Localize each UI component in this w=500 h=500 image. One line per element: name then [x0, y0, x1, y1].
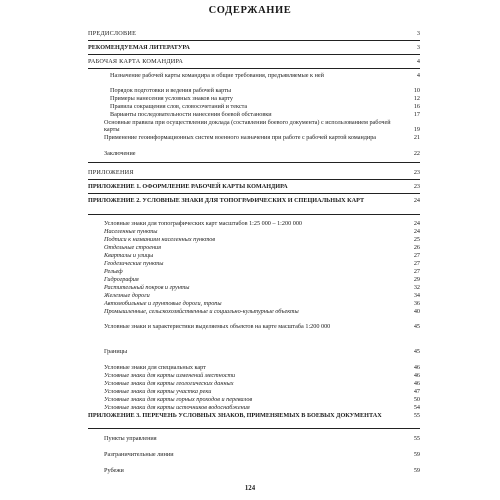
toc-entry-title: ПРИЛОЖЕНИЯ — [88, 169, 134, 176]
toc-entry-title: ПРИЛОЖЕНИЕ 1. ОФОРМЛЕНИЕ РАБОЧЕЙ КАРТЫ КОМАНДИРА — [88, 183, 288, 190]
toc-entry-page: 47 — [409, 388, 420, 395]
toc-entry-title: Варианты последовательности нанесения боевой обстановки — [110, 111, 272, 118]
toc-entry-title: Условные знаки для карты участка реки — [104, 388, 212, 395]
toc-entry-page: 3 — [409, 30, 420, 37]
toc-entry — [88, 308, 420, 315]
toc-entry-title: Заключение — [104, 150, 136, 157]
toc-entry-page: 4 — [409, 58, 420, 65]
section-divider — [88, 179, 420, 180]
toc-entry-title: Отдельные строения — [104, 244, 161, 251]
toc-entry-page: 17 — [409, 111, 420, 118]
toc-entry-page: 3 — [409, 44, 420, 51]
toc-entry-page: 34 — [409, 292, 420, 299]
toc-entry — [88, 404, 420, 411]
toc-entry-title: Геодезические пункты — [104, 260, 164, 267]
toc-entry — [88, 412, 420, 419]
toc-entry-page: 27 — [409, 252, 420, 259]
toc-entry-title: Примеры нанесения условных знаков на карту — [110, 95, 233, 102]
toc-entry — [88, 451, 420, 458]
toc-entry-title: Разграничительные линии — [104, 451, 174, 458]
toc-entry — [88, 323, 420, 330]
toc-entry — [88, 103, 420, 110]
section-divider — [88, 40, 420, 41]
toc-entry-page: 46 — [409, 372, 420, 379]
toc-entry — [88, 134, 420, 141]
toc-entry — [88, 396, 420, 403]
toc-entry-page: 21 — [409, 134, 420, 141]
toc-entry-page: 59 — [409, 451, 420, 458]
toc-entry — [88, 236, 420, 243]
toc-entry-page: 16 — [409, 103, 420, 110]
toc-entry-title: Назначение рабочей карты командира и общие требования, предъявляемые к ней — [110, 72, 324, 79]
toc-entry — [88, 44, 420, 51]
toc-entry-page: 26 — [409, 244, 420, 251]
toc-entry — [88, 183, 420, 190]
toc-entry — [88, 364, 420, 371]
section-divider — [88, 428, 420, 429]
toc-entry-page: 24 — [409, 220, 420, 227]
toc-entry-title: Порядок подготовки и ведения рабочей карты — [110, 87, 232, 94]
toc-entry-page: 10 — [409, 87, 420, 94]
toc-entry — [88, 268, 420, 275]
toc-entry-title: Населенные пункты — [104, 228, 158, 235]
toc-entry-page: 45 — [409, 348, 420, 355]
toc-entry-title: Условные знаки для карты источников водоснабжения — [104, 404, 250, 411]
toc-entry-page: 32 — [409, 284, 420, 291]
toc-entry-page: 27 — [409, 268, 420, 275]
toc-entry-title: Промышленные, сельскохозяйственные и социально-культурные объекты — [104, 308, 299, 315]
toc-entry-page: 19 — [409, 126, 420, 133]
section-divider — [88, 68, 420, 69]
toc-entry — [88, 150, 420, 157]
toc-entry — [88, 95, 420, 102]
toc-entry-page: 36 — [409, 300, 420, 307]
toc-entry-title: Применение геоинформационных систем военного назначения при работе с рабочей картой командира — [104, 134, 377, 141]
toc-entry — [88, 380, 420, 387]
toc-entry-title: Условные знаки для топографических карт масштабов 1:25 000 – 1:200 000 — [104, 220, 303, 227]
toc-entry — [88, 300, 420, 307]
toc-entry-title: Подписи к названиям населенных пунктов — [104, 236, 216, 243]
toc-entry-page: 46 — [409, 380, 420, 387]
toc-entry-page: 25 — [409, 236, 420, 243]
toc-entry — [88, 435, 420, 442]
toc-entry-title: Границы — [104, 348, 128, 355]
toc-entry — [88, 220, 420, 227]
toc-entry-title: Условные знаки для карты геологических данных — [104, 380, 234, 387]
toc-entry — [88, 244, 420, 251]
toc-entry-page: 22 — [409, 150, 420, 157]
toc-entry — [88, 58, 420, 65]
toc-entry-page: 55 — [409, 412, 420, 419]
toc-entry — [88, 87, 420, 94]
toc-entry-page: 12 — [409, 95, 420, 102]
toc-entry — [88, 292, 420, 299]
page-number: 124 — [244, 485, 256, 492]
toc-entry — [88, 30, 420, 37]
toc-entry — [88, 119, 420, 133]
toc-entry-page: 24 — [409, 228, 420, 235]
toc-entry — [88, 284, 420, 291]
toc-entry-page: 27 — [409, 260, 420, 267]
toc-entry — [88, 169, 420, 176]
toc-entry-page: 23 — [409, 169, 420, 176]
toc-entry-page: 45 — [409, 323, 420, 330]
toc-entry — [88, 72, 420, 79]
toc-entry-page: 29 — [409, 276, 420, 283]
toc-entry — [88, 467, 420, 474]
toc-entry — [88, 276, 420, 283]
toc-entry-title: РЕКОМЕНДУЕМАЯ ЛИТЕРАТУРА — [88, 44, 190, 51]
toc-entry-page: 24 — [409, 197, 420, 204]
toc-entry-title: РАБОЧАЯ КАРТА КОМАНДИРА — [88, 58, 184, 65]
section-divider — [88, 54, 420, 55]
toc-entry-title: ПРЕДИСЛОВИЕ — [88, 30, 137, 37]
toc-entry-title: ПРИЛОЖЕНИЕ 3. ПЕРЕЧЕНЬ УСЛОВНЫХ ЗНАКОВ, ПРИМЕНЯЕМЫХ В БОЕВЫХ ДОКУМЕНТАХ — [88, 412, 382, 419]
section-divider — [88, 214, 420, 215]
toc-entry-page: 55 — [409, 435, 420, 442]
toc-entry — [88, 111, 420, 118]
toc-entry-title: Кварталы и улицы — [104, 252, 154, 259]
toc-entry — [88, 197, 420, 204]
toc-entry-title: Рубежи — [104, 467, 124, 474]
toc-entry-title: Условные знаки и характеристики выделяемых объектов на карте масштаба 1:200 000 — [104, 323, 331, 330]
toc-entry-page: 59 — [409, 467, 420, 474]
toc-entry — [88, 228, 420, 235]
section-divider — [88, 162, 420, 163]
toc-entry-title: Условные знаки для специальных карт — [104, 364, 206, 371]
toc-entry-page: 46 — [409, 364, 420, 371]
toc-entry-title: Растительный покров и грунты — [104, 284, 190, 291]
page-title: СОДЕРЖАНИЕ — [208, 5, 292, 16]
toc-entry-title: Основные правила при осуществлении доклада (составлении боевого документа) с использованием рабочей карты — [104, 119, 391, 134]
toc-entry — [88, 388, 420, 395]
toc-entry-page: 4 — [409, 72, 420, 79]
toc-entry-title: Условные знаки для карты изменений местности — [104, 372, 236, 379]
toc-entry-title: Рельеф — [104, 268, 123, 275]
section-divider — [88, 193, 420, 194]
toc-entry-title: Правила сокращения слов, словосочетаний и текста — [110, 103, 248, 110]
toc-entry-title: Пункты управления — [104, 435, 157, 442]
toc-entry-title: Условные знаки для карты горных проходов и перевалов — [104, 396, 253, 403]
toc-entry-title: ПРИЛОЖЕНИЕ 2. УСЛОВНЫЕ ЗНАКИ ДЛЯ ТОПОГРАФИЧЕСКИХ И СПЕЦИАЛЬНЫХ КАРТ — [88, 197, 365, 204]
toc-entry-page: 23 — [409, 183, 420, 190]
toc-entry-title: Гидрография — [104, 276, 139, 283]
toc-entry-page: 50 — [409, 396, 420, 403]
toc-entry-title: Автомобильные и грунтовые дороги, тропы — [104, 300, 222, 307]
toc-entry — [88, 348, 420, 355]
toc-entry-page: 54 — [409, 404, 420, 411]
toc-entry-page: 40 — [409, 308, 420, 315]
toc-entry — [88, 260, 420, 267]
toc-entry — [88, 372, 420, 379]
toc-entry — [88, 252, 420, 259]
toc-entry-title: Железные дороги — [104, 292, 150, 299]
